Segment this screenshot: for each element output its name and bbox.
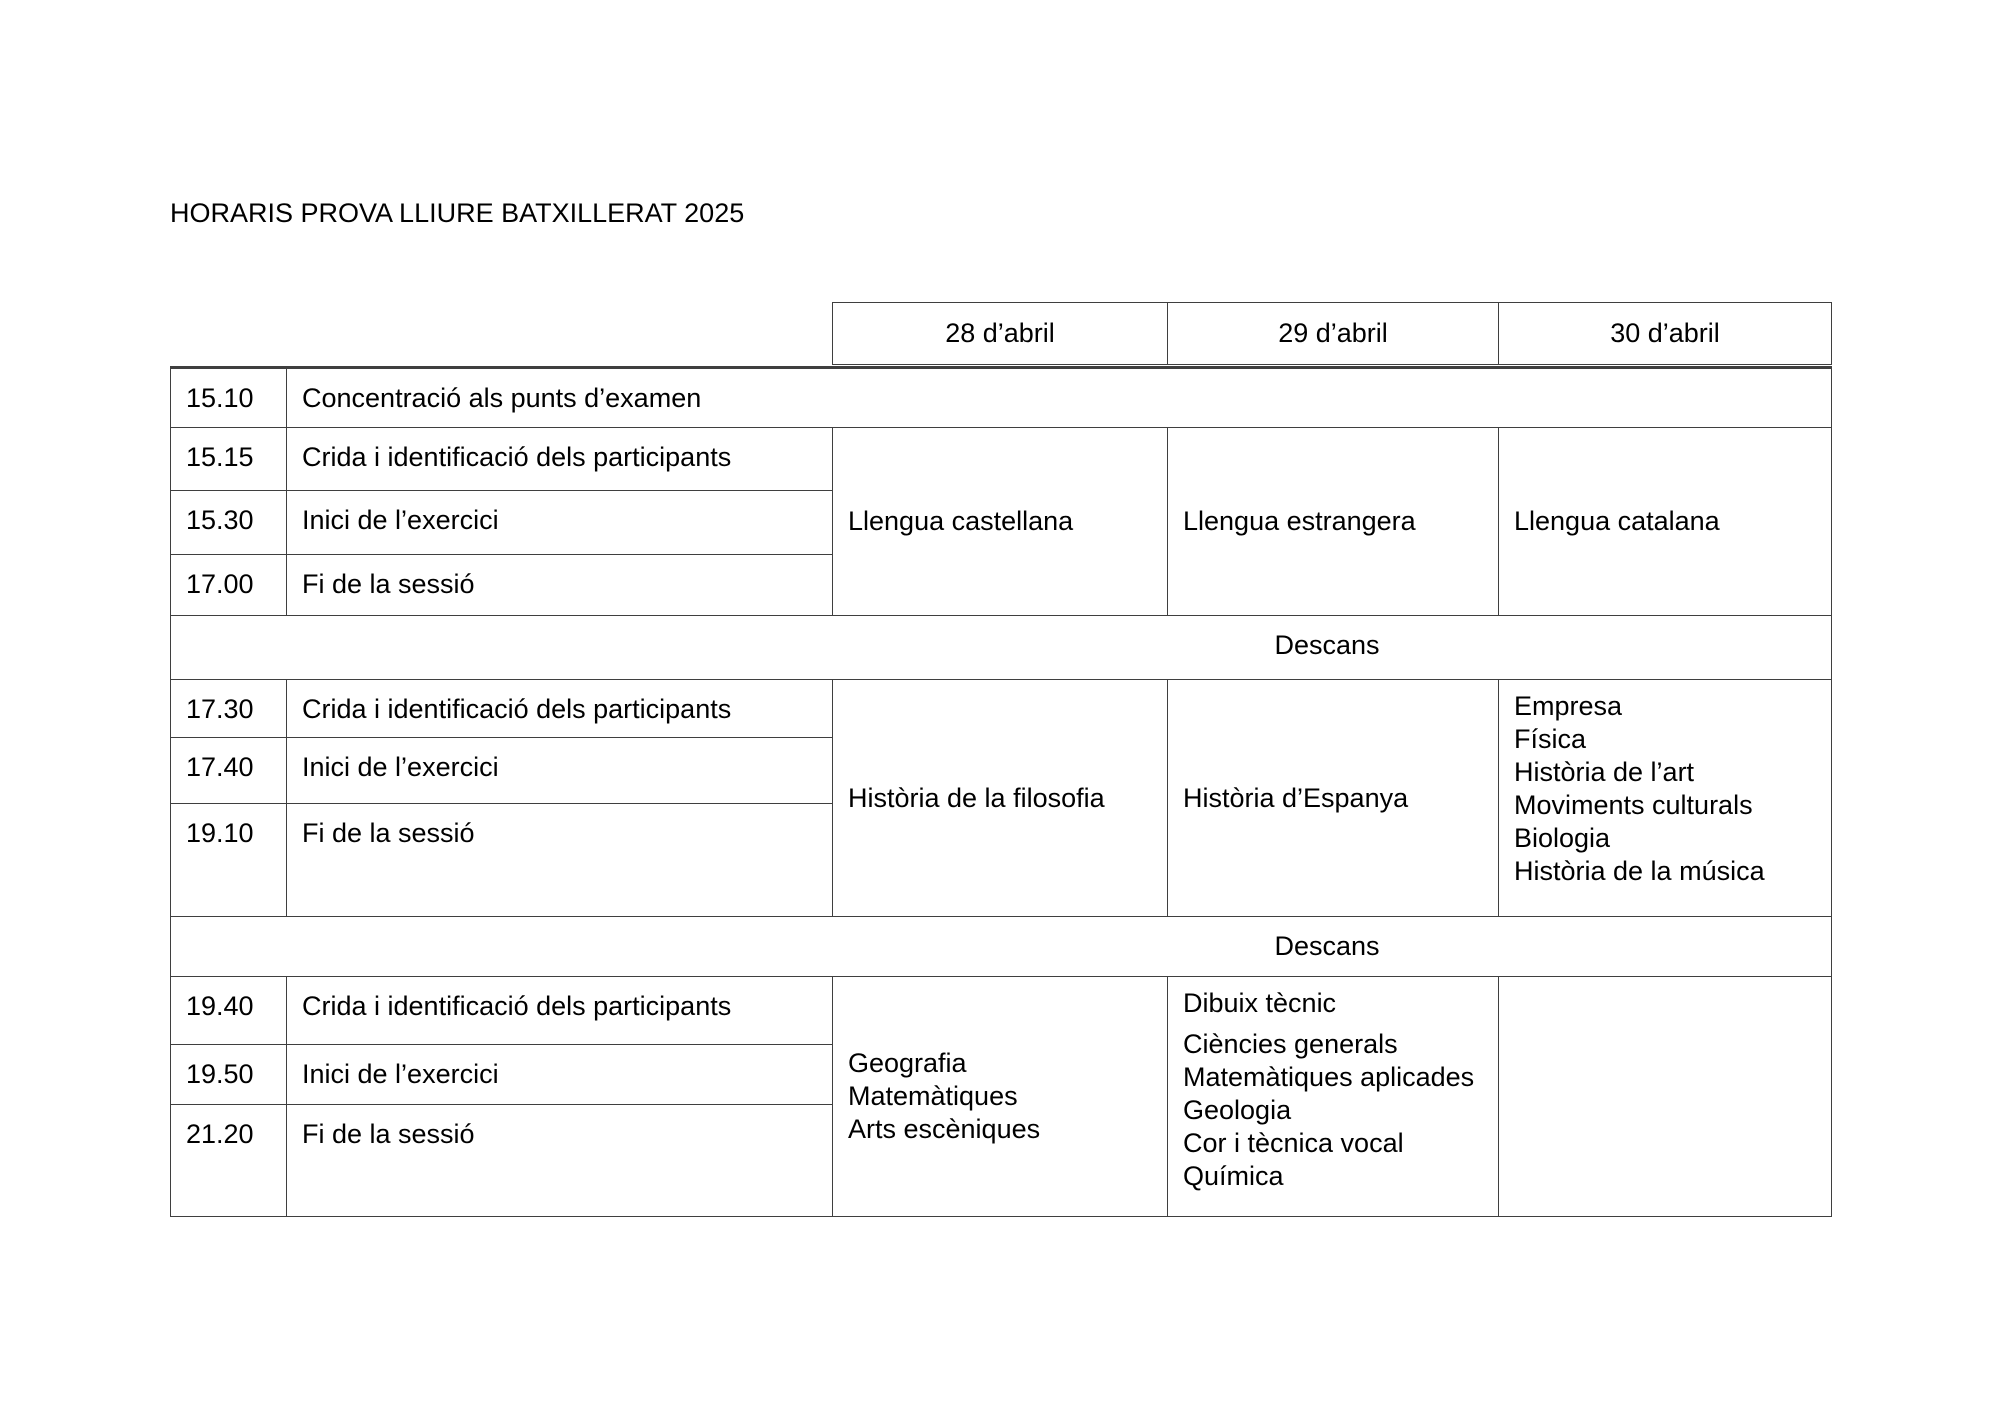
subject-list-cell-day1 [833, 977, 1168, 1217]
subject-list-item: Química [1183, 1161, 1284, 1191]
activity-cell: Fi de la sessió [287, 555, 833, 616]
subject-list-item: Física [1514, 724, 1587, 754]
date-header-table [832, 302, 1832, 365]
time-cell: 17.00 [171, 555, 287, 616]
subject-cell-day3: Llengua catalana [1499, 428, 1832, 616]
subject-list-item: Empresa [1514, 691, 1623, 721]
subject-list-item: Geografia [848, 1048, 967, 1078]
subject-cell-day2: Història d’Espanya [1168, 680, 1499, 917]
subject-cell-day1: Història de la filosofia [833, 680, 1168, 917]
time-cell: 15.10 [171, 368, 287, 428]
activity-cell: Inici de l’exercici [287, 738, 833, 804]
activity-cell: Inici de l’exercici [287, 491, 833, 555]
subject-list-item: Matemàtiques [848, 1081, 1018, 1111]
time-cell: 15.15 [171, 428, 287, 491]
subject-list-item: Història de l’art [1514, 757, 1695, 787]
subject-cell-day2: Llengua estrangera [1168, 428, 1499, 616]
subject-list-item: Matemàtiques aplicades [1183, 1062, 1475, 1092]
date-header-cell-day1: 28 d’abril [833, 303, 1168, 365]
date-header-row [833, 303, 1832, 365]
subject-list-cell-day3 [1499, 680, 1832, 917]
break-cell: Descans [171, 917, 1832, 977]
time-cell: 21.20 [171, 1105, 287, 1217]
activity-cell: Fi de la sessió [287, 1105, 833, 1217]
time-cell: 15.30 [171, 491, 287, 555]
activity-cell: Inici de l’exercici [287, 1045, 833, 1105]
schedule-table [170, 366, 1832, 1217]
activity-cell: Crida i identificació dels participants [287, 680, 833, 738]
date-header-cell-day3: 30 d’abril [1499, 303, 1832, 365]
time-cell: 17.30 [171, 680, 287, 738]
activity-cell: Fi de la sessió [287, 804, 833, 917]
subject-list-item: Biologia [1514, 823, 1611, 853]
subject-list-item: Arts escèniques [848, 1114, 1041, 1144]
subject-list-item: Història de la música [1514, 856, 1765, 886]
subject-cell-day1: Llengua castellana [833, 428, 1168, 616]
subject-list-item: Moviments culturals [1514, 790, 1753, 820]
subject-list-item: Geologia [1183, 1095, 1292, 1125]
activity-cell: Crida i identificació dels participants [287, 428, 833, 491]
break-row-2 [171, 917, 1832, 977]
row-gathering [171, 368, 1832, 428]
time-cell: 19.50 [171, 1045, 287, 1105]
subject-list-cell-day2 [1168, 977, 1499, 1217]
subject-list-item: Ciències generals [1183, 1029, 1398, 1059]
subject-list-item: Cor i tècnica vocal [1183, 1128, 1404, 1158]
activity-cell: Concentració als punts d’examen [287, 368, 1832, 428]
time-cell: 19.40 [171, 977, 287, 1045]
row-session2-call [171, 680, 1832, 738]
subject-list-item: Dibuix tècnic [1183, 988, 1337, 1018]
break-cell: Descans [171, 616, 1832, 680]
row-session3-call [171, 977, 1832, 1045]
break-row-1 [171, 616, 1832, 680]
document-title: HORARIS PROVA LLIURE BATXILLERAT 2025 [170, 198, 745, 228]
date-header-cell-day2: 29 d’abril [1168, 303, 1499, 365]
time-cell: 19.10 [171, 804, 287, 917]
subject-cell-day3-empty [1499, 977, 1832, 1217]
row-session1-call [171, 428, 1832, 491]
time-cell: 17.40 [171, 738, 287, 804]
activity-cell: Crida i identificació dels participants [287, 977, 833, 1045]
